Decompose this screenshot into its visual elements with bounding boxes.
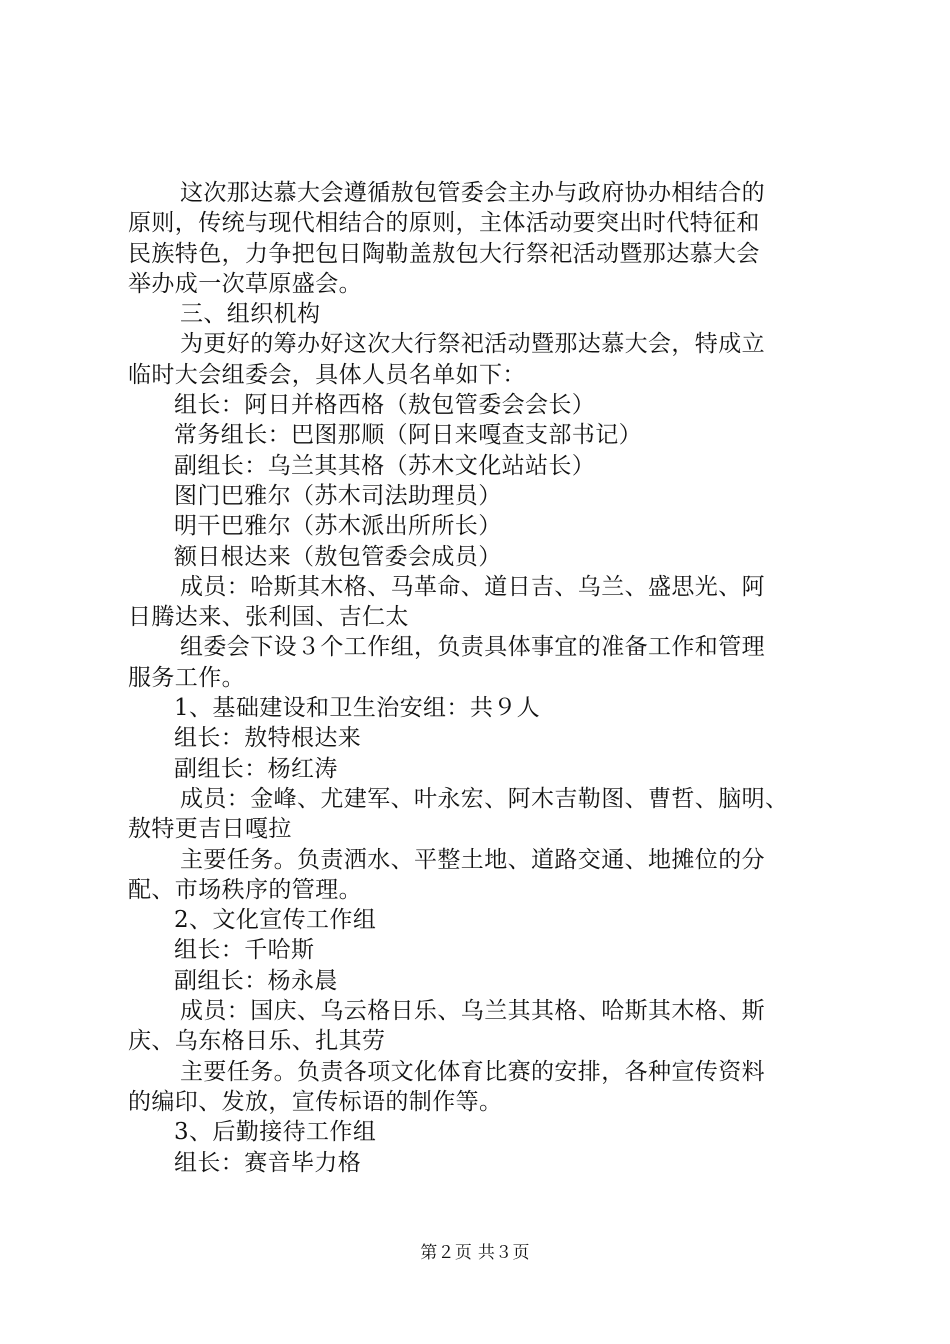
text-line: 成员：哈斯其木格、马革命、道日吉、乌兰、盛思光、阿 (180, 573, 765, 600)
text-line: 2、文化宣传工作组 (174, 907, 377, 934)
text-line: 额日根达来（敖包管委会成员） (174, 543, 502, 570)
text-line: 图门巴雅尔（苏木司法助理员） (174, 482, 502, 509)
text-line: 三、组织机构 (180, 301, 321, 328)
text-line: 1、基础建设和卫生治安组：共９人 (174, 695, 541, 722)
text-line: 组长：阿日并格西格（敖包管委会会长） (174, 392, 596, 419)
text-line: 成员：金峰、尤建军、叶永宏、阿木吉勒图、曹哲、脑明、 (180, 785, 789, 812)
text-line: 副组长：杨永晨 (174, 967, 338, 994)
text-line: 敖特更吉日嘎拉 (128, 816, 292, 843)
text-line: 组委会下设３个工作组，负责具体事宜的准备工作和管理 (180, 634, 765, 661)
text-line: 配、市场秩序的管理。 (128, 876, 362, 903)
text-line: 这次那达慕大会遵循敖包管委会主办与政府协办相结合的 (180, 180, 765, 206)
text-line: 组长：千哈斯 (174, 937, 315, 964)
text-line: 组长：敖特根达来 (174, 725, 362, 752)
text-line: 民族特色，力争把包日陶勒盖敖包大行祭祀活动暨那达慕大会 (128, 240, 760, 267)
text-line: 主要任务。负责各项文化体育比赛的安排，各种宣传资料 (180, 1058, 765, 1085)
text-line: 服务工作。 (128, 664, 245, 691)
text-line: 的编印、发放，宣传标语的制作等。 (128, 1088, 503, 1115)
page-footer: 第２页 共３页 (420, 1243, 530, 1263)
text-line: 主要任务。负责洒水、平整土地、道路交通、地摊位的分 (180, 846, 765, 873)
text-line: 日腾达来、张利国、吉仁太 (128, 604, 409, 631)
text-line: 3、后勤接待工作组 (174, 1119, 377, 1146)
text-line: 临时大会组委会，具体人员名单如下： (128, 361, 526, 388)
text-line: 原则，传统与现代相结合的原则，主体活动要突出时代特征和 (128, 210, 760, 237)
text-line: 为更好的筹办好这次大行祭祀活动暨那达慕大会，特成立 (180, 331, 765, 358)
text-line: 明干巴雅尔（苏木派出所所长） (174, 513, 502, 540)
text-line: 举办成一次草原盛会。 (128, 270, 362, 297)
text-line: 副组长：乌兰其其格（苏木文化站站长） (174, 452, 596, 479)
text-line: 组长：赛音毕力格 (174, 1149, 362, 1176)
document-body (128, 178, 843, 1178)
text-line: 成员：国庆、乌云格日乐、乌兰其其格、哈斯其木格、斯 (180, 998, 765, 1025)
text-line: 庆、乌东格日乐、扎其劳 (128, 1028, 386, 1055)
text-line: 常务组长：巴图那顺（阿日来嘎查支部书记） (174, 422, 642, 449)
text-line: 副组长：杨红涛 (174, 755, 338, 782)
